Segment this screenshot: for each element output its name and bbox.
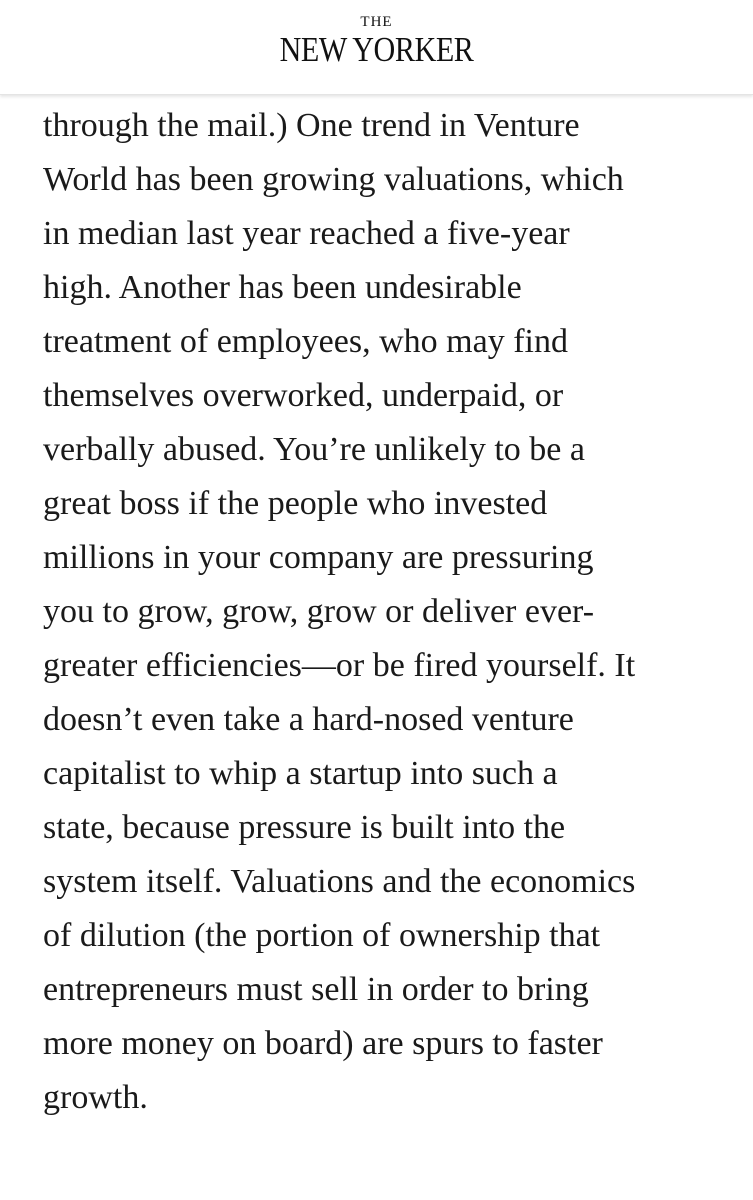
article-line-14: state, because pressure is built into the [43,809,566,846]
article-line-1: through the mail.) One trend in Venture [43,107,580,144]
article-line-18: more money on board) are spurs to faster [43,1025,603,1062]
article-line-13: capitalist to whip a startup into such a [43,755,558,792]
article-line-10: you to grow, grow, grow or deliver ever- [43,593,595,630]
article-line-12: doesn’t even take a hard-nosed venture [43,701,574,738]
article-line-4: high. Another has been undesirable [43,269,522,306]
article-line-15: system itself. Valuations and the economics [43,863,636,900]
logo-the-text[interactable]: THE [360,14,393,30]
site-header [0,0,753,95]
article-line-3: in median last year reached a five-year [43,215,570,252]
article-line-19: growth. [43,1079,148,1116]
article-line-8: great boss if the people who invested [43,485,548,522]
article-line-17: entrepreneurs must sell in order to bring [43,971,589,1008]
article-line-11: greater efficiencies—or be fired yourself. It [43,647,636,684]
logo-wordmark[interactable]: NEW YORKER [279,30,474,69]
article-line-2: World has been growing valuations, which [43,161,624,198]
article-line-5: treatment of employees, who may find [43,323,568,360]
article-line-6: themselves overworked, underpaid, or [43,377,564,414]
article-line-7: verbally abused. You’re unlikely to be a [43,431,585,468]
article-line-9: millions in your company are pressuring [43,539,594,576]
article-line-16: of dilution (the portion of ownership that [43,917,601,954]
